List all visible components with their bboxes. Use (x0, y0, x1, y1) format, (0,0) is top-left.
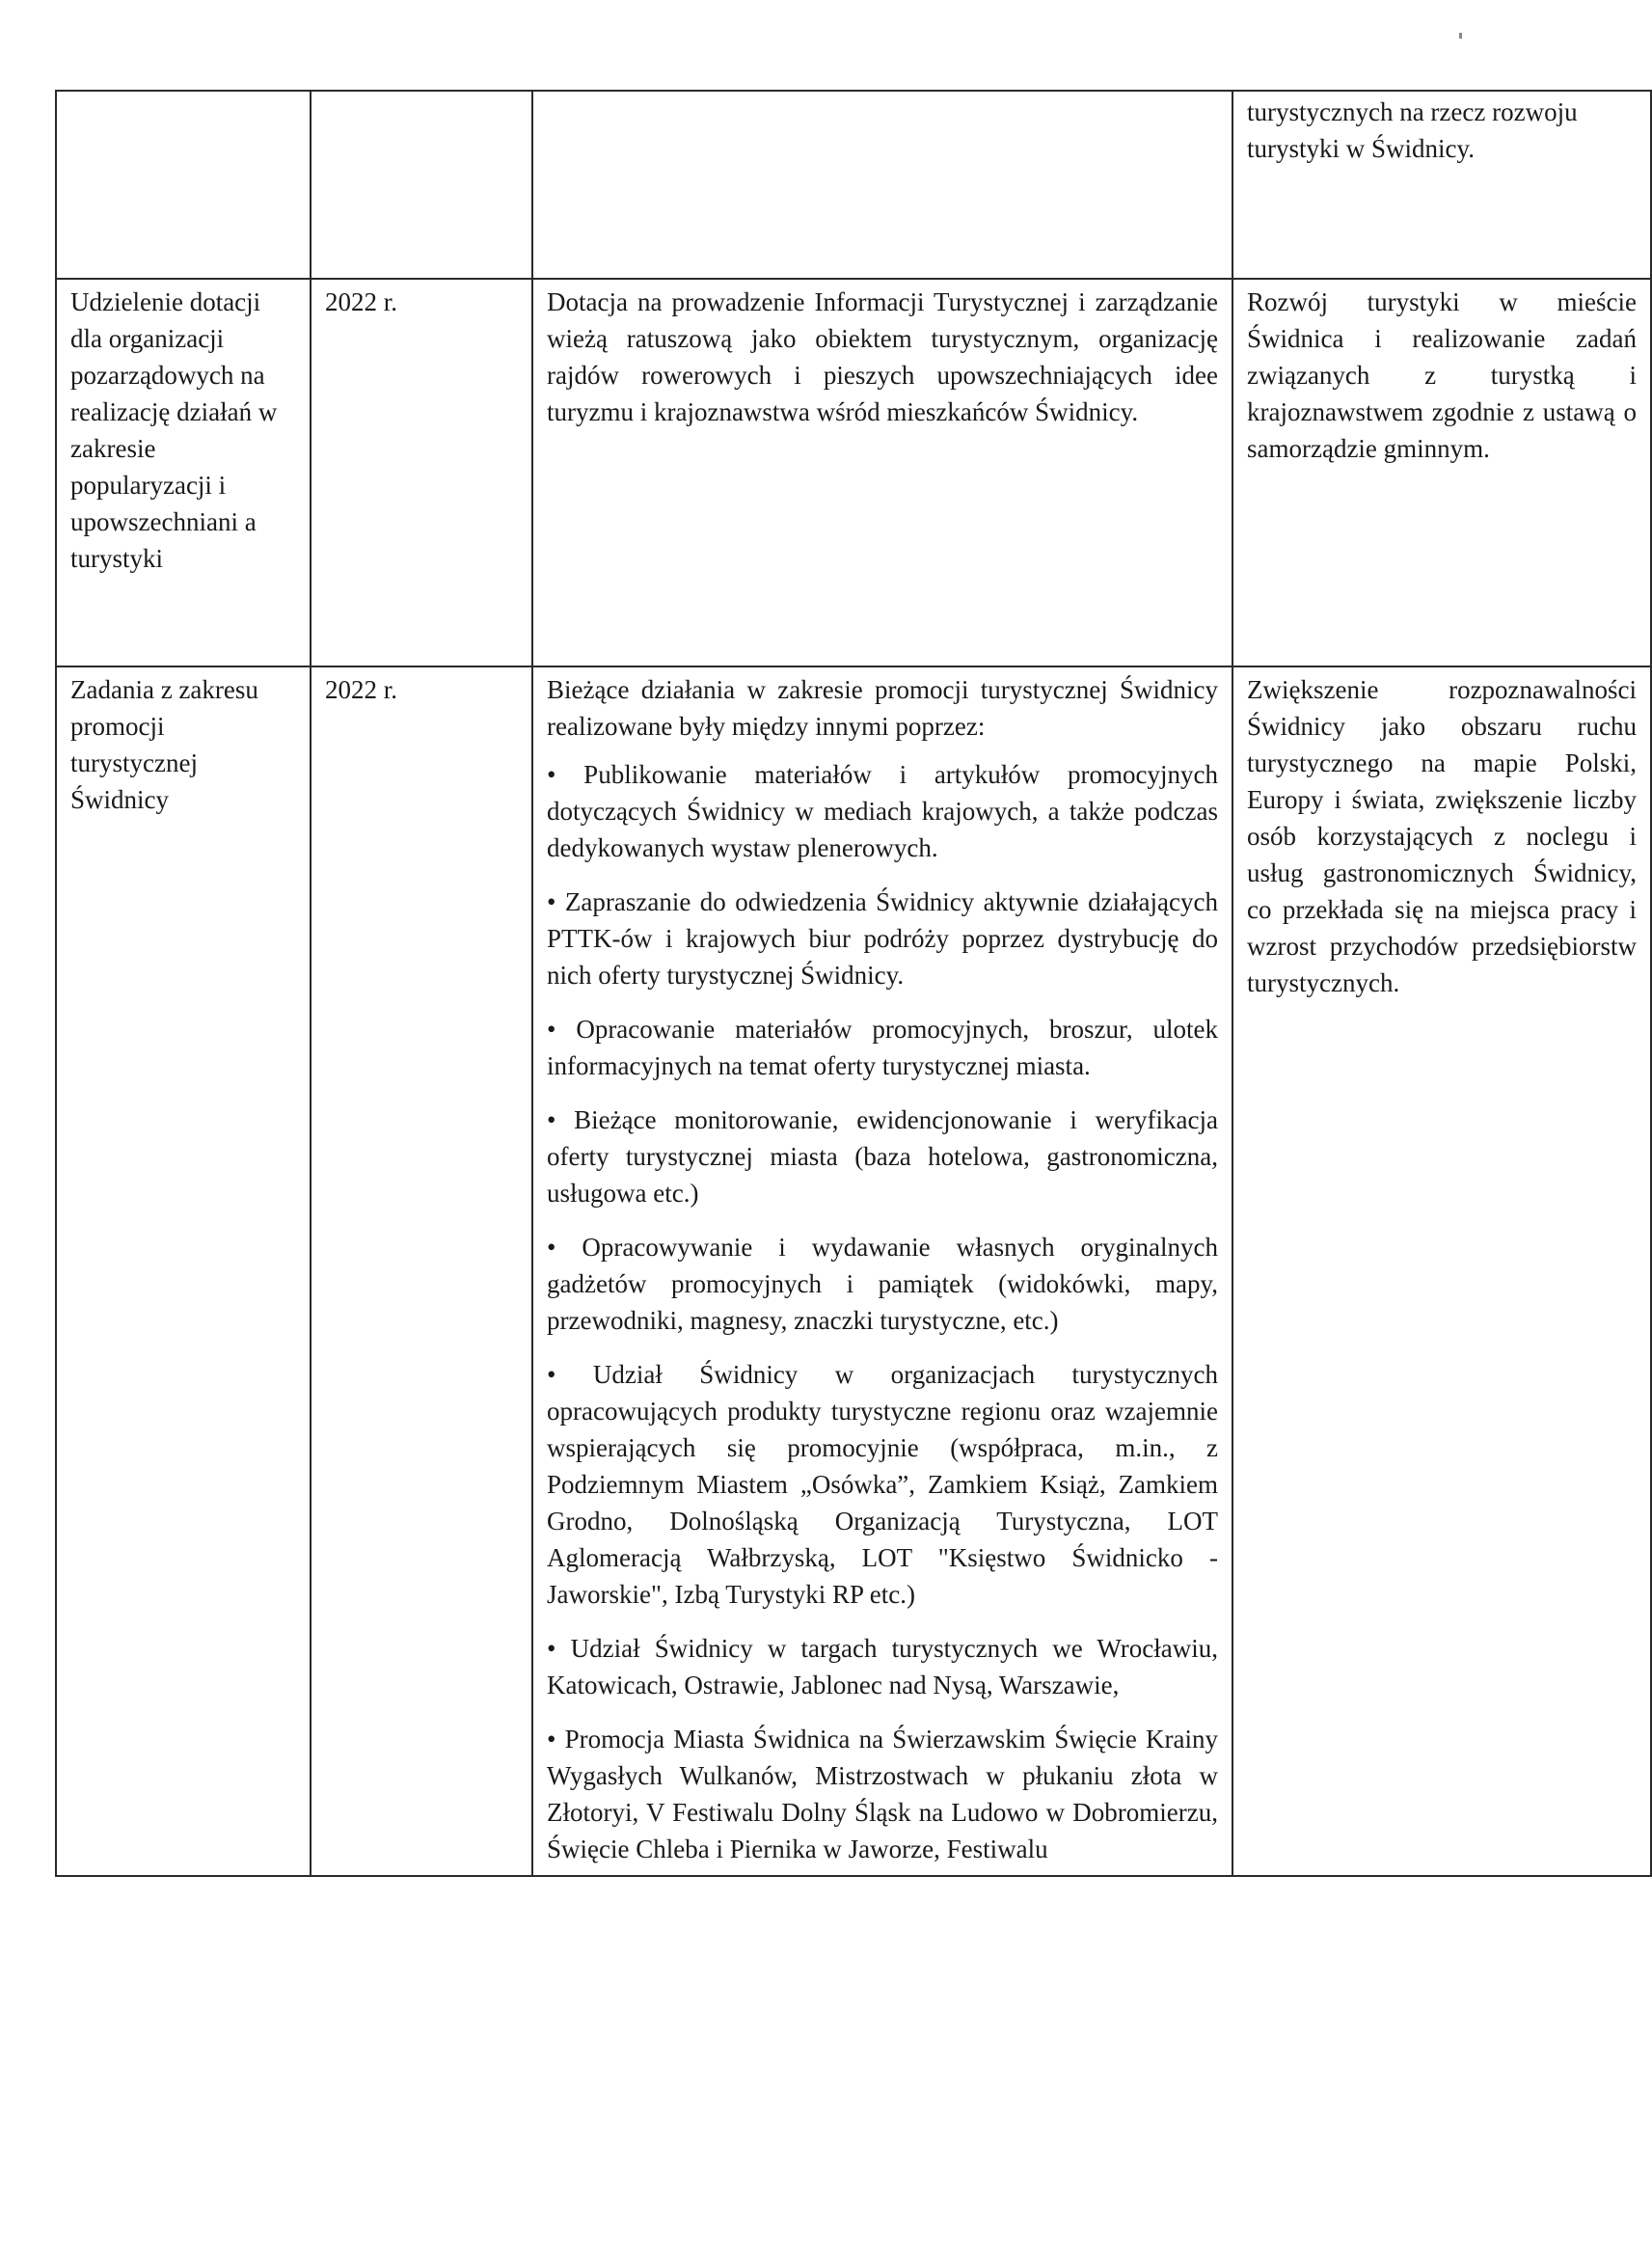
list-item: • Zapraszanie do odwiedzenia Świdnicy aktywnie działających PTTK-ów i krajowych biur podróży poprzez dystrybucję do nich oferty turystycznej Świdnicy. (547, 887, 1218, 990)
list-item: • Opracowywanie i wydawanie własnych oryginalnych gadżetów promocyjnych i pamiątek (widokówki, mapy, przewodniki, magnesy, znaczki turystyczne, etc.) (547, 1233, 1218, 1335)
row2-year-cell: 2022 r. (311, 666, 532, 1876)
row0-task-cell (56, 91, 311, 279)
table-row (56, 91, 1651, 279)
table-row (56, 666, 1651, 1876)
list-item: • Udział Świdnicy w organizacjach turystycznych opracowujących produkty turystyczne regionu oraz wzajemnie wspierających się promocyjnie (współpraca, m.in., z Podziemnym Miastem „Osówka”, Zamkiem Książ, Zamkiem Grodno, Dolnośląską Organizacją Turystyczna, LOT Aglomeracją Wałbrzyską, LOT "Księstwo Świdnicko - Jaworskie", Izbą Turystyki RP etc.) (547, 1360, 1218, 1609)
list-item: • Opracowanie materiałów promocyjnych, broszur, ulotek informacyjnych na temat oferty turystycznej miasta. (547, 1015, 1218, 1080)
row2-task-cell: Zadania z zakresu promocji turystycznej Świdnicy (56, 666, 311, 1876)
row1-effect-cell: Rozwój turystyki w mieście Świdnica i realizowanie zadań związanych z turystką i krajoznawstwem zgodnie z ustawą o samorządzie gminnym. (1232, 279, 1651, 666)
list-item: • Promocja Miasta Świdnica na Świerzawskim Święcie Krainy Wygasłych Wulkanów, Mistrzostwach w płukaniu złota w Złotoryi, V Festiwalu Dolny Śląsk na Ludowo w Dobromierzu, Święcie Chleba i Piernika w Jaworze, Festiwalu (547, 1725, 1218, 1863)
description-intro: Bieżące działania w zakresie promocji turystycznej Świdnicy realizowane były między innymi poprzez: (547, 675, 1218, 741)
row1-description-cell: Dotacja na prowadzenie Informacji Turystycznej i zarządzanie wieżą ratuszową jako obiektem turystycznym, organizację rajdów rowerowych i pieszych upowszechniających idee turyzmu i krajoznawstwa wśród mieszkańców Świdnicy. (532, 279, 1232, 666)
row0-description-cell (532, 91, 1232, 279)
list-item: • Bieżące monitorowanie, ewidencjonowanie i weryfikacja oferty turystycznej miasta (baza hotelowa, gastronomiczna, usługowa etc.) (547, 1105, 1218, 1208)
corner-mark (1459, 33, 1462, 39)
row0-year-cell (311, 91, 532, 279)
list-item: • Udział Świdnicy w targach turystycznych we Wrocławiu, Katowicach, Ostrawie, Jablonec nad Nysą, Warszawie, (547, 1634, 1218, 1699)
row1-year-cell: 2022 r. (311, 279, 532, 666)
row1-task-cell: Udzielenie dotacji dla organizacji pozarządowych na realizację działań w zakresie popularyzacji i upowszechniani a turystyki (56, 279, 311, 666)
row2-description-cell (532, 666, 1232, 1876)
list-item: • Publikowanie materiałów i artykułów promocyjnych dotyczących Świdnicy w mediach krajowych, a także podczas dedykowanych wystaw plenerowych. (547, 760, 1218, 862)
tourism-tasks-table (55, 90, 1652, 1877)
row2-effect-cell: Zwiększenie rozpoznawalności Świdnicy jako obszaru ruchu turystycznego na mapie Polski, Europy i świata, zwiększenie liczby osób korzystających z noclegu i usług gastronomicznych Świdnicy, co przekłada się na miejsca pracy i wzrost przychodów przedsiębiorstw turystycznych. (1232, 666, 1651, 1876)
table-row (56, 279, 1651, 666)
row0-effect-cell: turystycznych na rzecz rozwoju turystyki w Świdnicy. (1232, 91, 1651, 279)
